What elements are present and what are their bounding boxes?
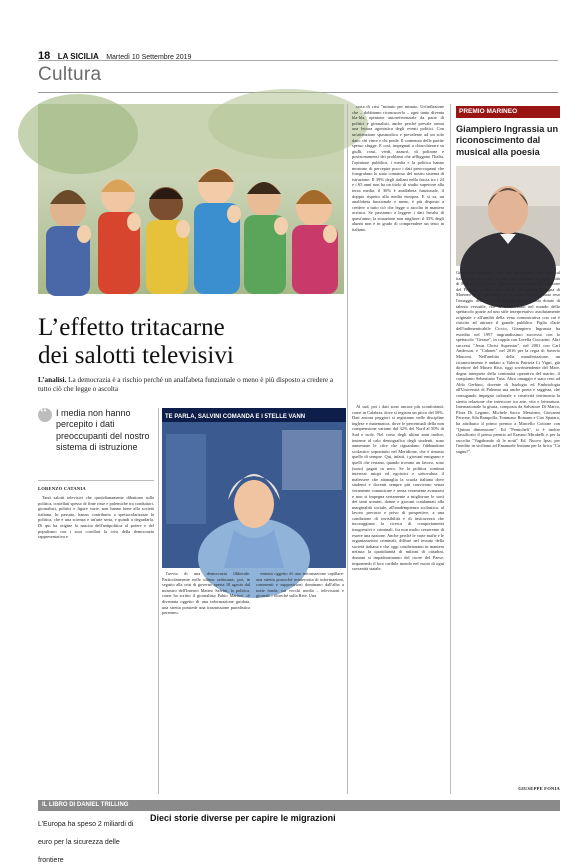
newspaper-name: LA SICILIA bbox=[57, 52, 99, 61]
book-pullquote: L’Europa ha speso 2 miliardi di euro per la sicurezza delle frontiere bbox=[38, 821, 134, 864]
main-col-4 bbox=[352, 104, 444, 404]
main-subtitle-text: La democrazia è a rischio perché un analfabeta funzionale o meno è più disposto a credere a tutto ciò che legge o ascolta bbox=[38, 376, 334, 393]
section-title: Cultura bbox=[38, 64, 102, 85]
main-col-1 bbox=[38, 495, 154, 795]
book-pullquote-wrap bbox=[38, 813, 138, 864]
main-subtitle bbox=[38, 376, 344, 394]
main-headline-line2: dei salotti televisivi bbox=[38, 342, 234, 369]
main-col-1-text: Tanti salotti televisivi che quotidianamente dibattono sulla politica, costellati spesso di finte risse e polemiche tra conduttori, giornalisti, politici e figure varie, non hanno bene alla società italiana. In passato, hanno contribuito a spettacolarizzare la politica, che è una scienza e un'arte seria, e quindi a degradarla. Di qui ha origine la nascita dell'antipolitica al potere e del populismo con i suoi corollari la crisi della democrazia rappresentativa e bbox=[38, 495, 154, 540]
sidebar-separator bbox=[450, 104, 451, 794]
main-col-2-text: l'avvio di una democrazia illiberale. Particolarmente nelle ultime settimane, poi, in seguito alla crisi di governo aperta 18 agosto dal ministro dell'Interno Matteo Salvini, la politica, come ha scritto il giornalista Fabio Martini, «è diventata oggetto di una informazione guidata, una stretta possiede una trasmissione parodistica perenne». bbox=[162, 571, 250, 616]
main-col-2 bbox=[162, 571, 250, 795]
main-headline bbox=[38, 314, 348, 370]
issue-date: Martedì 10 Settembre 2019 bbox=[106, 54, 192, 61]
children-photo bbox=[38, 104, 344, 294]
main-col-3-text: ventata oggetto di una informazione capillare: una stretta possoché ininterrotta di informazioni, commenti e supposizioni dominano dall'alba a notte fonda, sui vecchi media – televisioni e giornali – oltreché sulla Rete. Una bbox=[256, 571, 344, 599]
book-band: IL LIBRO DI DANIEL TRILLING bbox=[38, 800, 560, 811]
quote-icon bbox=[38, 408, 52, 422]
book-headline: Dieci storie diverse per capire le migrazioni bbox=[150, 813, 336, 823]
sidebar-byline: GIUSEPPE FONIA bbox=[518, 786, 560, 791]
tv-banner-text: TE PARLA, SALVINI COMANDA E I 5TELLE VANN bbox=[165, 414, 306, 420]
main-col-5 bbox=[352, 404, 444, 794]
ingrassia-photo bbox=[456, 166, 560, 266]
page-header bbox=[38, 46, 558, 62]
main-col-3 bbox=[256, 571, 344, 795]
main-headline-line1: L’effetto tritacarne bbox=[38, 314, 225, 341]
pullquote-rule bbox=[38, 480, 154, 481]
main-kicker: L’analisi. bbox=[38, 376, 67, 384]
main-pullquote: I media non hanno percepito i dati preoccupanti del nostro sistema di istruzione bbox=[56, 408, 150, 453]
col-separator bbox=[158, 408, 159, 794]
main-col-5-text: Al sud, poi i dati sono ancora più sconfortanti, come in Calabria, dove si registra un picco del 50%. Dati ancora peggiori si registrano nelle discipline inglese e matematica, dove le percentuali della non comprensione variano dal 32% del Nord al 50% di Sud e isole. Nel corso degli ultimi anni inoltre, insieme al calo demografico degli studenti, sono aumentate le cifre che riguardano l'abbandono scolastico soprattutto nel Meridione, che è rimasto quello di sempre. Qui, infatti, i giovani emigrano e quelli che restano, quando trovano un lavoro, sono (sono) pagati in nero. Se la politica continui interessi miopi ed egoistici e sottovaluta il malessere che attanaglia la scuola italiana dove studenti e docenti sempre più convivono senza veramente comunicare e senza veramente avanzarsi e non si impegna seriamente a migliorare le sorti dei tanti uomini, donne e giovani condannati alla marginalità sociale, all'inadempienza scolastica, al lavoro precario e privo di prospettive, a una condizione di invisibilità e di insicurezza che incoraggiano la ricerca di comportamenti trasgressivi e criminali, fra non molto cesseremo di essere una nazione. Anche perché le varie mafie e le organizzazioni criminali, diffuse nel tessuto della società italiana e che oggi condizionano in maniera nefasta la quotidianità di milioni di cittadini, domani si impadroniranno del cuore del Paese, imponendo il loro orribile mondo nel vuoto di ogni sovranità statale. bbox=[352, 404, 444, 572]
main-byline: LORENZO CATANIA bbox=[38, 486, 86, 491]
sidebar-body bbox=[456, 270, 560, 780]
col-separator bbox=[347, 104, 348, 794]
sidebar-body-text: Giampiero Ingrassia, uno dei protagonisti del musical italiano, ha ricevuto il Premio internazionale di poesia città di Marineo. Nel corso della cerimonia della 49ª edizione del Premio, svoltasi nel castello Beccadelli Bologna di Marineo (Pa) e presentata da Katiuska Failla, è stato reso l'omaggio della terra di Sicilia ad un artista dotato di talento versatile, che si è affermato nel mondo dello spettacolo grazie ad uno stile interpretativo assolutamente originale e all'umiltà della vena comunicativa con cui è riuscito ad attrarre il grande pubblico. Figlio d'arte dell'indimenticabile Ciccio, Giampiero Ingrassia ha esordito nel 1997 ungrandissimo successo con lo spettacolo "Grease", in coppia con Lorella Cuccarini. Altri successi "Jesus Christ Superstar", nel 2001 con Carl Anderson, e "Cabaret" nel 2016 per la regia di Saverio Marconi. Nell'ambito della manifestazione, un riconoscimento è andato a Valeria Patrizia Li Vigni, già direttore del Museo Riso, oggi sovrintendente del Mare, degna interprete della continuità operativa del marito, il compianto Sebastiano Tusa. Altro omaggio è stato reso ad Aldo Gerbino, docente di Istologia ed Embriologia all'Università di Palermo ma anche poeta e saggista, che coniugando impegno culturale e creatività testimonia la stretta relazione che intercorre tra arte, vita e letteratura. Internazionale la giuria, composta da Salvatore Di Marco, Flora Di Legami, Michele Sacco Messineo, Giovanni Perrone, Sila Rampolla, Tommaso Romano e Ciro Spataro, ha attribuito il primo premio a Marcello Cottone con "Quinta dimensione". Ed "Pernicheli", si è inoltre classificato il primo premio ad Erasmo Mirabelli e per la raccolta "Vagabondo di le notti" Ed. Nuova Ipsa; per l'inedito in siciliano ad Emanuele Insinna per la lirica "Cu sugnu?". bbox=[456, 270, 560, 454]
main-col-4-text: sorta di crisi "minuto per minuto. Un'inflazione che – dobbiamo riconoscerlo – ogni tanto diventa bla-bla, opinione autoreferenziale da parte di politici e giornalisti, anche perché prevale ormai una lettura agonistica degli eventi politici. Con un'attenzione spasmodica e prevalente ad un solo dato: chi vince e chi perde. Il contenuto delle partite spesso sfugge. E così, impegnati a chiacchierare su giulli, rossi, verdi, azzurri, di poltrone e posizionamenti dei problemi che affliggono l'Italia, l'opinione pubblica, i media e la politica hanno mostrato di percepire poco i dati preoccupanti che fotografano lo stato comatoso del nostro sistema di istruzione. Il 39% degli italiani nella fascia tra i 24 e i 65 anni non ha un titolo di studio superiore alla terza media, il 30% è analfabeta funzionale, il doppio rispetto alla media europea. E si sa, un analfabeta funzionale o meno, è più disposto a credere a tutto ciò che legge o ascolta in maniera acritica. Se passiamo a leggere i dati Invalsi di quest'anno, la situazione non migliore: il 35% degli alunni non è in grado di comprendere un testo in italiano. bbox=[352, 104, 444, 233]
header-rule bbox=[38, 60, 558, 61]
sidebar-headline: Giampiero Ingrassia un riconoscimento dal musical alla poesia bbox=[456, 124, 559, 157]
tv-screenshot bbox=[162, 408, 346, 568]
page-number: 18 bbox=[38, 50, 51, 62]
sidebar-label: PREMIO MARINEO bbox=[456, 106, 560, 118]
